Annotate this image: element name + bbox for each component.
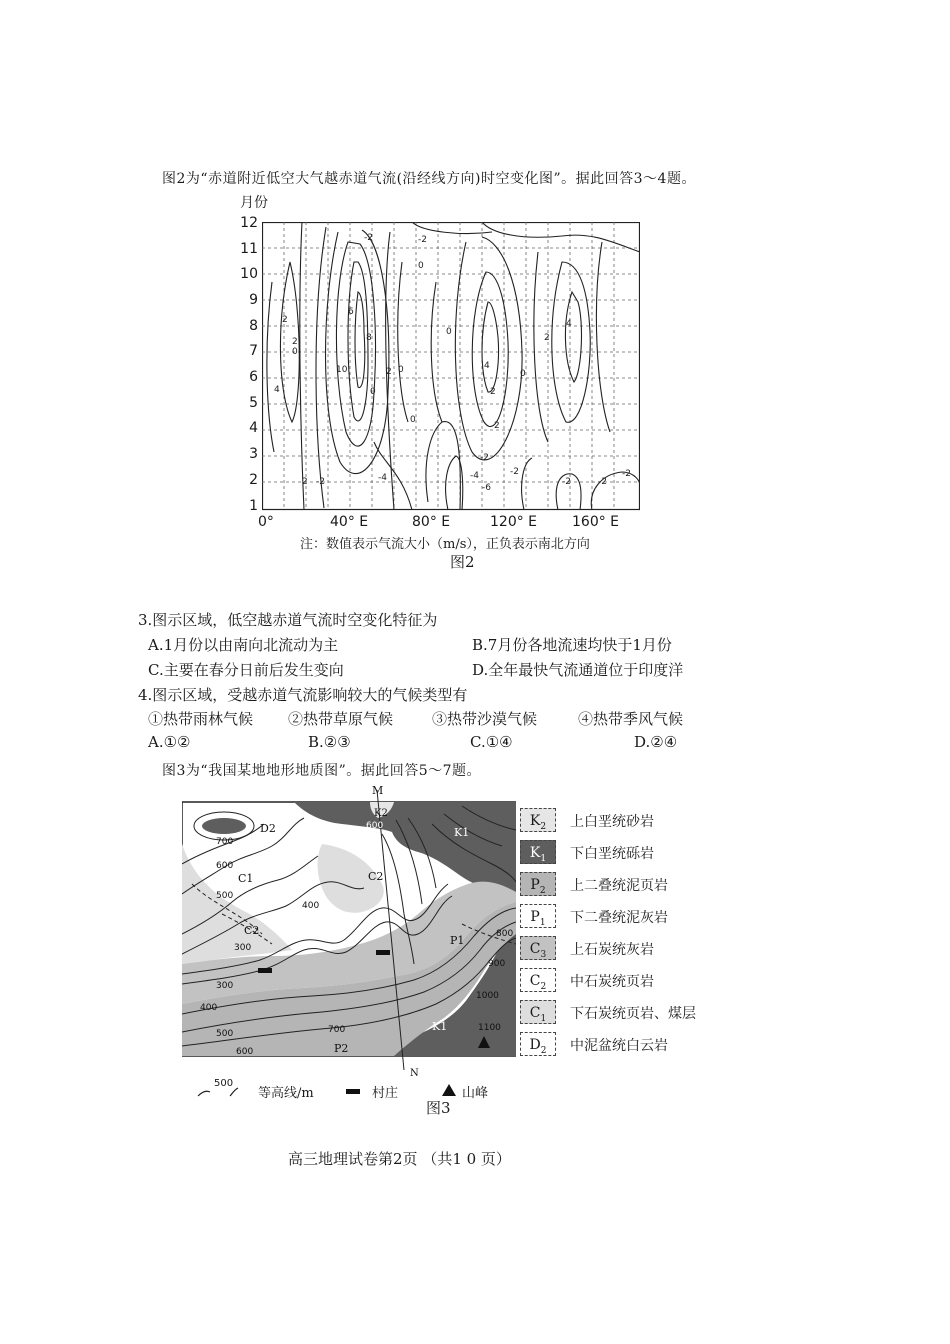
- legend-item-d2: [520, 1032, 760, 1058]
- legend-item-c2: [520, 968, 760, 994]
- q4-option-d: D.②④: [634, 733, 678, 751]
- q3-option-c: C.主要在春分日前后发生变向: [148, 661, 344, 679]
- q4-option-b: B.②③: [308, 733, 351, 751]
- xtick-120e: 120° E: [490, 514, 538, 530]
- fig2-contour-chart: [262, 222, 640, 512]
- elev-label: 900: [488, 959, 506, 969]
- label-p2: P2: [334, 1042, 349, 1055]
- elev-label: 600: [236, 1047, 254, 1057]
- chart-frame: [263, 223, 640, 510]
- intro-fig3: 图3为“我国某地地形地质图”。据此回答5～7题。: [162, 763, 482, 779]
- elev-label: 800: [496, 929, 514, 939]
- ytick-9: 9: [249, 292, 258, 308]
- legend-swatch: $P_2$: [520, 872, 556, 896]
- elev-label: 500: [216, 1029, 234, 1039]
- legend-swatch: $K_2$: [520, 808, 556, 832]
- contour-label: 0: [410, 415, 416, 425]
- elev-label: 1000: [476, 991, 499, 1001]
- legend-item-k2: [520, 808, 760, 834]
- q3-option-b: B.7月份各地流速均快于1月份: [472, 636, 672, 654]
- contour-label: -6: [482, 483, 491, 493]
- contour-label: 8: [366, 333, 372, 343]
- label-k1-south: K1: [432, 1020, 448, 1033]
- q3-option-a: A.1月份以由南向北流动为主: [148, 636, 339, 654]
- label-m: M: [372, 784, 384, 797]
- legend-label: 上石炭统灰岩: [570, 942, 654, 958]
- ytick-2: 2: [249, 472, 258, 488]
- contour-label: 4: [484, 361, 490, 371]
- q4-option-c: C.①④: [470, 733, 513, 751]
- fig3-geologic-map: [182, 784, 516, 1076]
- legend-label: 上二叠统泥页岩: [570, 878, 668, 894]
- label-k1-north: K1: [454, 826, 470, 839]
- fig2-ylabel: 月份: [240, 195, 268, 211]
- peak-legend-icon: [442, 1084, 456, 1096]
- legend-swatch: $P_1$: [520, 904, 556, 928]
- label-p1: P1: [450, 934, 465, 947]
- q4-item-2: ②热带草原气候: [288, 710, 394, 728]
- legend-label: 下石炭统页岩、煤层: [570, 1006, 696, 1022]
- legend-swatch: $C_1$: [520, 1000, 556, 1024]
- elev-label: 600: [366, 821, 384, 831]
- contour-label: 2: [494, 421, 500, 431]
- q4-item-3: ③热带沙漠气候: [432, 710, 538, 728]
- xtick-80e: 80° E: [412, 514, 451, 530]
- contour-label: 0: [418, 261, 424, 271]
- q4-stem: 4.图示区域，受越赤道气流影响较大的气候类型有: [138, 686, 468, 704]
- contour-label: -2: [316, 477, 325, 487]
- elev-label: 300: [216, 981, 234, 991]
- label-c2-west: C2: [244, 924, 260, 937]
- legend-swatch: $C_3$: [520, 936, 556, 960]
- ytick-6: 6: [249, 369, 258, 385]
- legend-item-p1: [520, 904, 760, 930]
- label-n: N: [410, 1068, 419, 1076]
- label-c1: C1: [238, 872, 254, 885]
- ytick-3: 3: [249, 446, 258, 462]
- legend-item-k1: [520, 840, 760, 866]
- elev-label: 600: [216, 861, 234, 871]
- contour-label: 4: [566, 319, 572, 329]
- contour-label: 0: [292, 347, 298, 357]
- contour-label: -2: [364, 233, 373, 243]
- q4-item-4: ④热带季风气候: [578, 710, 684, 728]
- legend-label: 上白垩统砂岩: [570, 814, 654, 830]
- xtick-0: 0°: [258, 514, 274, 530]
- elev-label: 400: [302, 901, 320, 911]
- ytick-5: 5: [249, 395, 258, 411]
- ytick-12: 12: [240, 215, 258, 231]
- legend-swatch: $D_2$: [520, 1032, 556, 1056]
- contour-label: -4: [378, 473, 387, 483]
- contour-label: -2: [418, 235, 427, 245]
- elev-label: 700: [216, 837, 234, 847]
- label-c2-east: C2: [368, 870, 384, 883]
- legend-label: 中石炭统页岩: [570, 974, 654, 990]
- contour-label: -4: [470, 471, 479, 481]
- ytick-1: 1: [249, 498, 258, 514]
- ytick-4: 4: [249, 420, 258, 436]
- contour-label: 2: [386, 367, 392, 377]
- label-k2: K2: [374, 808, 388, 819]
- contour-label: 0: [398, 365, 404, 375]
- contour-sample-value: 500: [214, 1078, 234, 1089]
- contour-label: 10: [336, 365, 348, 375]
- contour-label: 4: [274, 385, 280, 395]
- fig2-caption: 图2: [450, 553, 475, 571]
- village-marker: [258, 968, 272, 973]
- label-d2: D2: [260, 822, 276, 835]
- contour-label: -2: [480, 453, 489, 463]
- contour-label: 0: [520, 369, 526, 379]
- fig3-caption: 图3: [426, 1099, 451, 1117]
- contour-label: 2: [490, 387, 496, 397]
- elev-label: 400: [200, 1003, 218, 1013]
- contour-label: -2: [598, 477, 607, 487]
- ytick-8: 8: [249, 318, 258, 334]
- contour-label: 0: [370, 387, 376, 397]
- elev-label: 500: [216, 891, 234, 901]
- fig2-note: 注：数值表示气流大小（m/s），正负表示南北方向: [300, 537, 590, 552]
- legend-item-c1: [520, 1000, 760, 1026]
- ytick-11: 11: [240, 241, 258, 257]
- q3-stem: 3.图示区域，低空越赤道气流时空变化特征为: [138, 611, 438, 629]
- contour-label: 2: [302, 477, 308, 487]
- xtick-40e: 40° E: [330, 514, 369, 530]
- legend-label: 中泥盆统白云岩: [570, 1038, 668, 1054]
- legend-swatch: $K_1$: [520, 840, 556, 864]
- xtick-160e: 160° E: [572, 514, 620, 530]
- region-k1-patch: [202, 818, 246, 834]
- legend-item-p2: [520, 872, 760, 898]
- contour-label: -2: [562, 477, 571, 487]
- contour-label: 2: [282, 315, 288, 325]
- contour-legend-label: 等高线/m: [258, 1086, 314, 1101]
- elev-label: 300: [234, 943, 252, 953]
- village-marker: [376, 950, 390, 955]
- peak-legend-label: 山峰: [462, 1086, 489, 1101]
- legend-label: 下二叠统泥灰岩: [570, 910, 668, 926]
- ytick-10: 10: [240, 266, 258, 282]
- village-legend-label: 村庄: [372, 1086, 399, 1101]
- contour-label: -2: [510, 467, 519, 477]
- ytick-7: 7: [249, 343, 258, 359]
- contour-label: 2: [544, 333, 550, 343]
- q4-item-1: ①热带雨林气候: [148, 710, 254, 728]
- q4-option-a: A.①②: [148, 733, 191, 751]
- contour-label: 0: [446, 327, 452, 337]
- page-footer: 高三地理试卷第2页 （共1 0 页）: [288, 1150, 511, 1168]
- elev-label: 700: [328, 1025, 346, 1035]
- contour-label: -2: [622, 469, 631, 479]
- contour-label: 6: [348, 307, 354, 317]
- legend-swatch: $C_2$: [520, 968, 556, 992]
- elev-label: 1100: [478, 1023, 501, 1033]
- village-icon: [346, 1089, 360, 1094]
- contour-label: 2: [292, 337, 298, 347]
- legend-label: 下白垩统砾岩: [570, 846, 654, 862]
- intro-fig2: 图2为“赤道附近低空大气越赤道气流(沿经线方向)时空变化图”。据此回答3～4题。: [162, 171, 696, 187]
- q3-option-d: D.全年最快气流通道位于印度洋: [472, 661, 684, 679]
- legend-item-c3: [520, 936, 760, 962]
